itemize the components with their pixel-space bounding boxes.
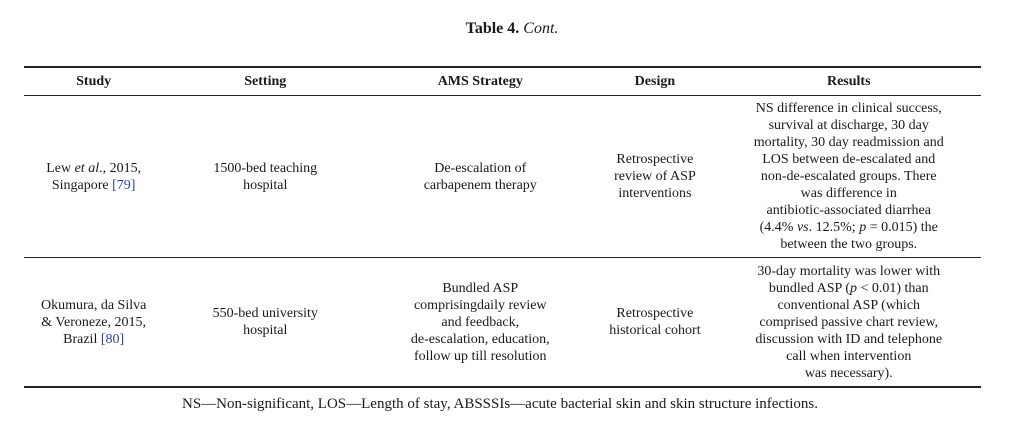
table-footnote: NS—Non-significant, LOS—Length of stay, ABSSSIs—acute bacterial skin and skin structure infections.	[181, 396, 818, 412]
study-location: Brazil [80]	[63, 331, 125, 347]
cell-results: NS difference in clinical success, survival at discharge, 30 day mortality, 30 day readmission and LOS between de-escalated and non-de-escalated groups. There was difference in antibiotic-associated diarrhea (4.4% vs. 12.5%; p = 0.015) the between the two groups.	[716, 96, 981, 258]
header-study: Study	[24, 67, 163, 96]
table-number: Table 4.	[465, 20, 520, 37]
header-setting: Setting	[163, 67, 367, 96]
header-results: Results	[716, 67, 981, 96]
cell-results: 30-day mortality was lower with bundled ASP (p < 0.01) than conventional ASP (which comprised passive chart review, discussion with ID and telephone call when intervention was necessary).	[716, 258, 981, 388]
header-row	[24, 67, 981, 96]
cell-setting: 550-bed university hospital	[163, 258, 367, 388]
cell-design: Retrospective historical cohort	[593, 258, 716, 388]
reference-link[interactable]: [80]	[100, 331, 125, 347]
data-table	[24, 66, 981, 388]
table-row	[24, 96, 981, 258]
cell-design: Retrospective review of ASP interventions	[593, 96, 716, 258]
cell-study: Okumura, da Silva & Veroneze, 2015, Brazil [80]	[24, 258, 163, 388]
cell-study	[24, 96, 163, 258]
header-ams-strategy: AMS Strategy	[367, 67, 593, 96]
table-caption	[0, 20, 1024, 38]
results-statistic: (4.4% vs. 12.5%; p = 0.015) the	[759, 220, 938, 235]
study-location: Singapore [79]	[51, 177, 136, 193]
table-row	[24, 258, 981, 388]
cell-ams-strategy: De-escalation of carbapenem therapy	[367, 96, 593, 258]
reference-link[interactable]: [79]	[112, 177, 136, 193]
cell-setting: 1500-bed teaching hospital	[163, 96, 367, 258]
table-continuation: Cont.	[523, 20, 559, 37]
results-statistic: bundled ASP (p < 0.01) than	[768, 280, 929, 296]
header-design: Design	[593, 67, 716, 96]
study-author: Lew et al., 2015,	[46, 160, 142, 176]
cell-ams-strategy: Bundled ASP comprisingdaily review and feedback, de-escalation, education, follow up till resolution	[367, 258, 593, 388]
